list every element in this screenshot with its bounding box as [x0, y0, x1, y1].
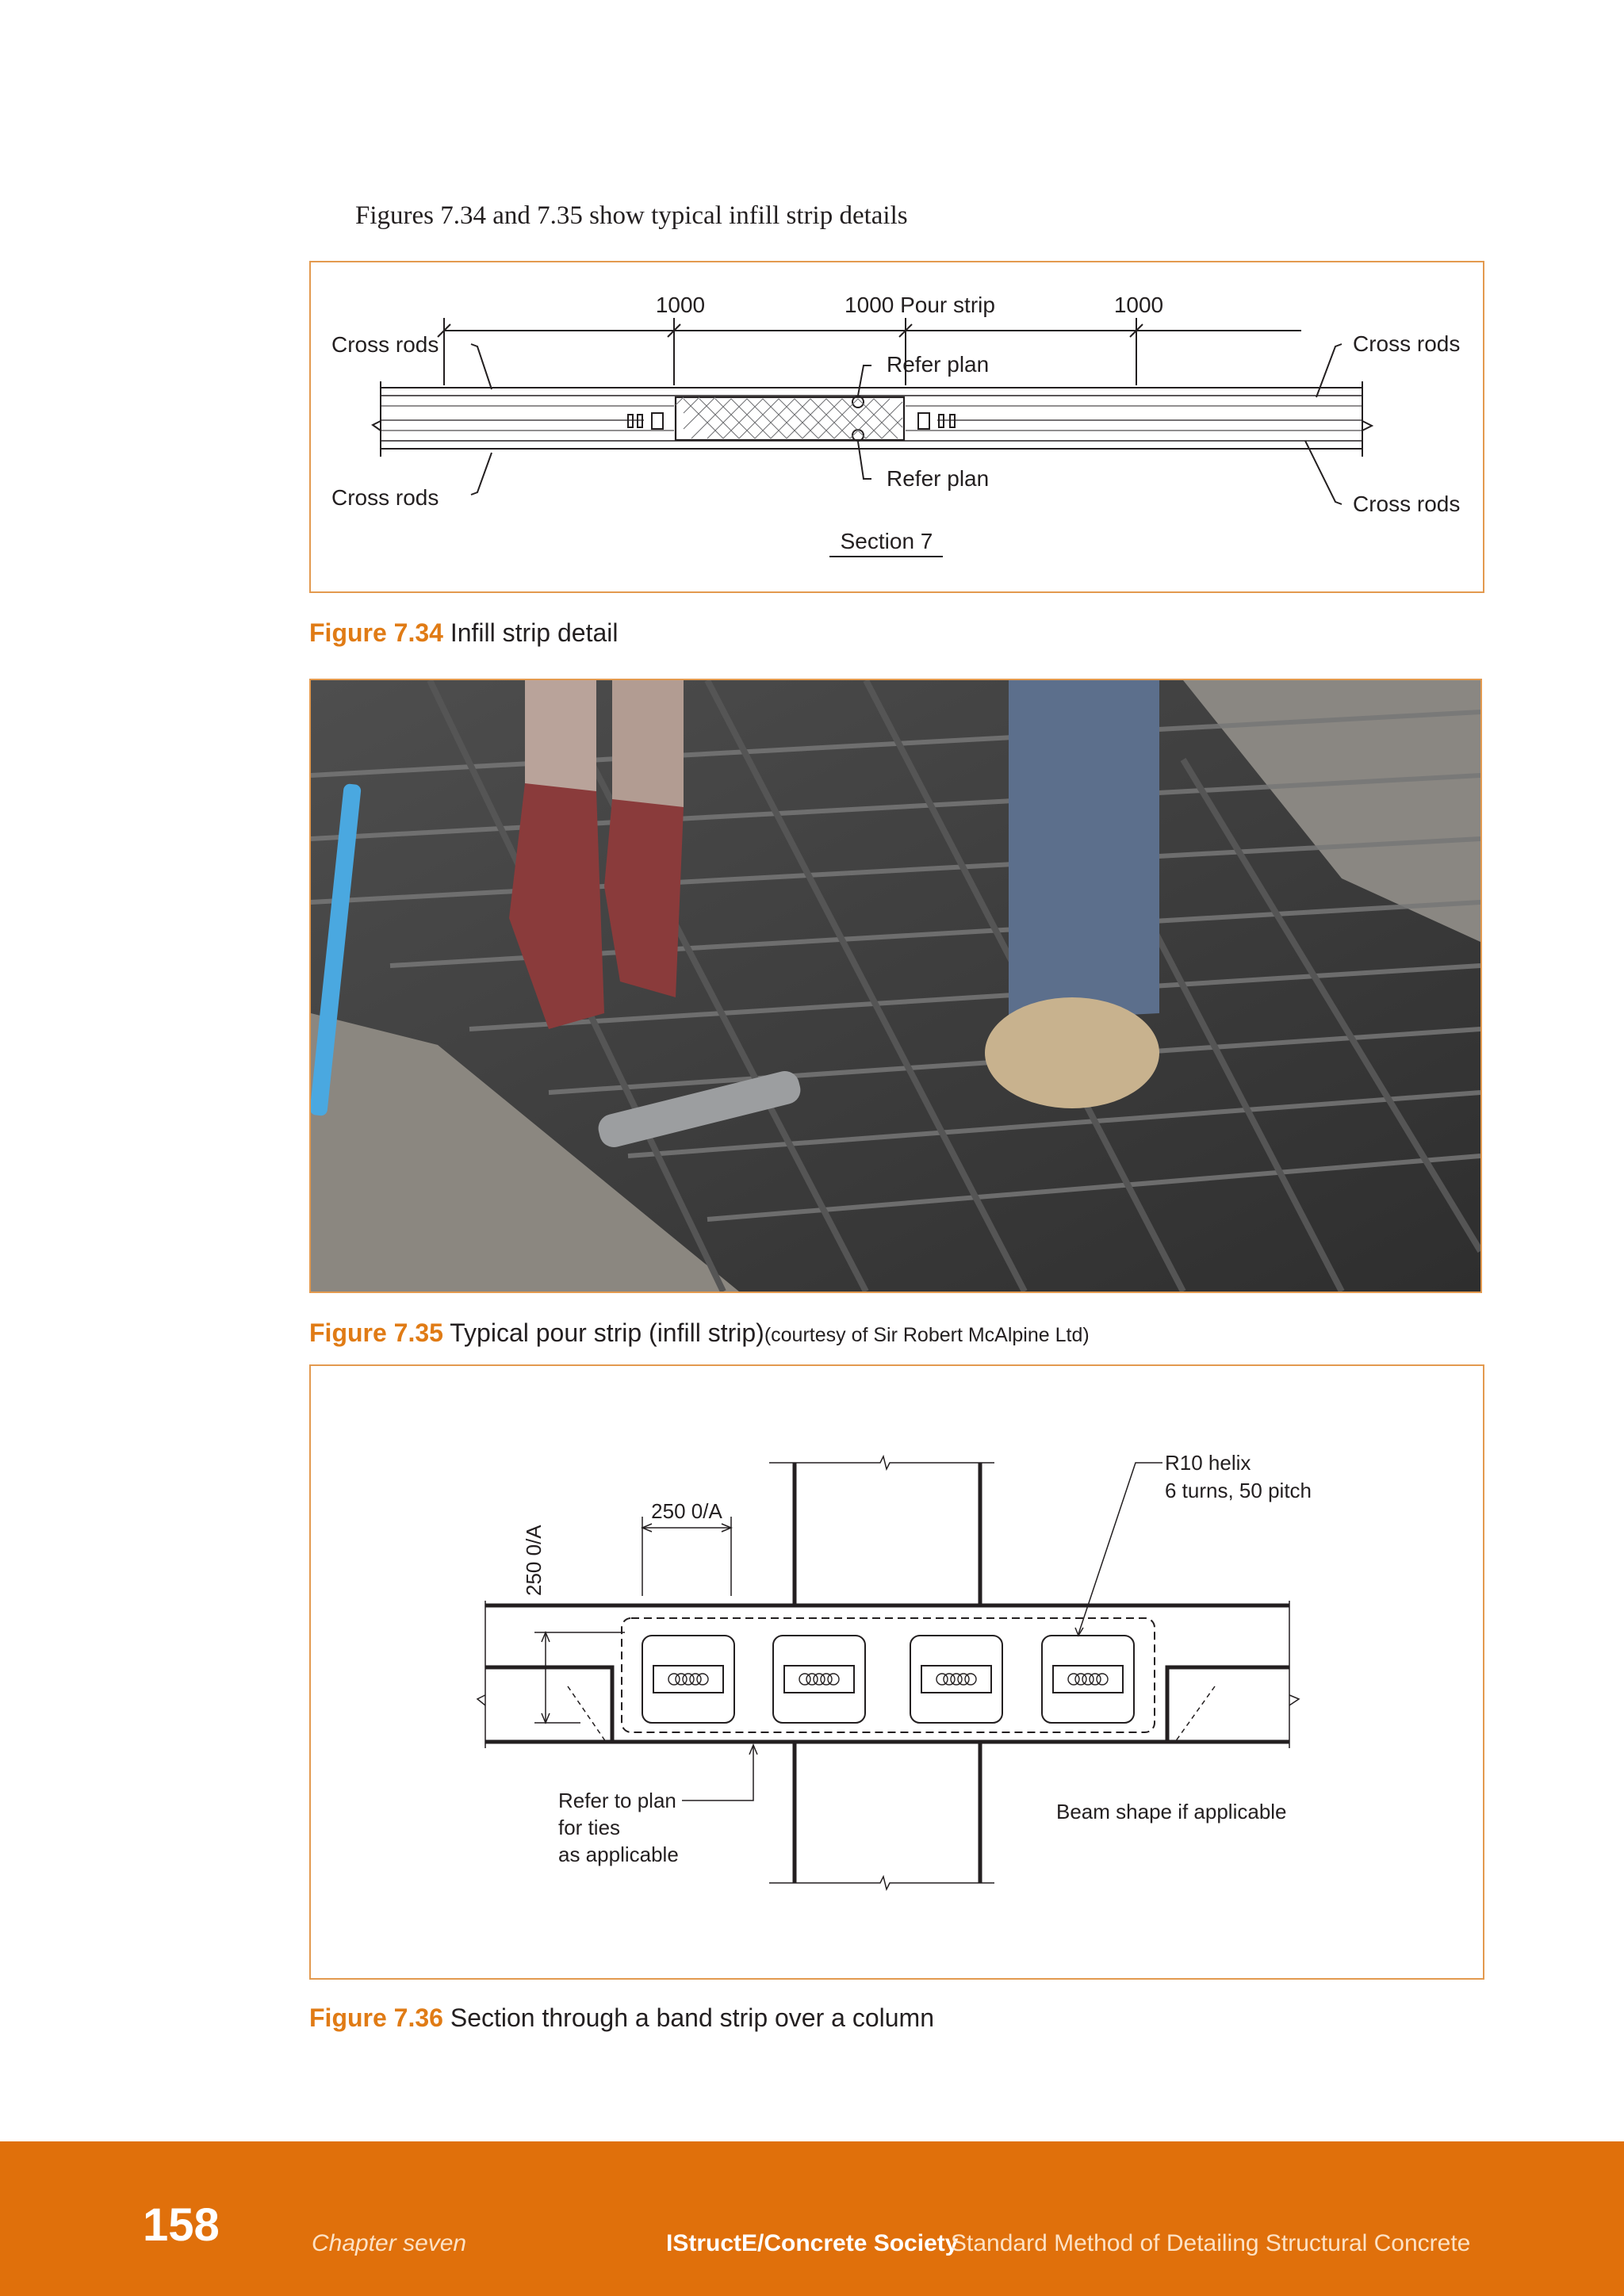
intro-paragraph: Figures 7.34 and 7.35 show typical infill strip details: [355, 201, 908, 230]
publisher-label: IStructE/Concrete Society: [666, 2230, 959, 2256]
figure-736-number: Figure 7.36: [309, 2003, 443, 2032]
book-title: Standard Method of Detailing Structural Concrete: [951, 2230, 1471, 2256]
dim-left-label: 1000: [655, 293, 706, 317]
dim-right-label: 1000: [1113, 293, 1164, 317]
figure-735-caption: [309, 1318, 1090, 1348]
helix-label-2: 6 turns, 50 pitch: [1165, 1479, 1312, 1502]
ties-label-3: as applicable: [558, 1843, 679, 1866]
section-label: Section 7: [840, 529, 933, 553]
figure-735-credit: (courtesy of Sir Robert McAlpine Ltd): [764, 1324, 1090, 1346]
cross-rods-bottom-right: Cross rods: [1353, 492, 1461, 516]
figure-734-caption: [309, 618, 618, 648]
band-strip-section-drawing: [311, 1366, 1483, 1978]
figure-736-drawing: [309, 1364, 1484, 1980]
figure-736-caption: [309, 2003, 934, 2033]
cross-rods-top-right: Cross rods: [1353, 331, 1461, 356]
page-number: 158: [143, 2199, 220, 2251]
figure-736-title: Section through a band strip over a column: [442, 2003, 934, 2032]
chapter-label: Chapter seven: [312, 2230, 467, 2256]
cross-rods-top-left: Cross rods: [331, 332, 439, 357]
refer-plan-bottom: Refer plan: [887, 466, 990, 491]
figure-735-photo: [309, 679, 1482, 1293]
figure-734-number: Figure 7.34: [309, 618, 443, 647]
figure-735-number: Figure 7.35: [309, 1318, 443, 1347]
dim-middle-label: 1000 Pour strip: [845, 293, 995, 317]
figure-734-drawing: [309, 261, 1484, 593]
ties-label-1: Refer to plan: [558, 1789, 676, 1812]
beam-shape-note: Beam shape if applicable: [1056, 1800, 1287, 1823]
helix-label-1: R10 helix: [1165, 1451, 1251, 1475]
page-footer: [0, 2141, 1624, 2296]
figure-735-title: Typical pour strip (infill strip): [442, 1318, 764, 1347]
pour-strip-photo-illustration: [311, 680, 1480, 1292]
infill-strip-section-drawing: [311, 262, 1483, 591]
ties-label-2: for ties: [558, 1816, 621, 1839]
dim-vertical-label: 250 0/A: [522, 1525, 546, 1596]
refer-plan-top: Refer plan: [887, 352, 990, 377]
cross-rods-bottom-left: Cross rods: [331, 485, 439, 510]
dim-horizontal-label: 250 0/A: [651, 1499, 722, 1523]
figure-734-title: Infill strip detail: [442, 618, 619, 647]
